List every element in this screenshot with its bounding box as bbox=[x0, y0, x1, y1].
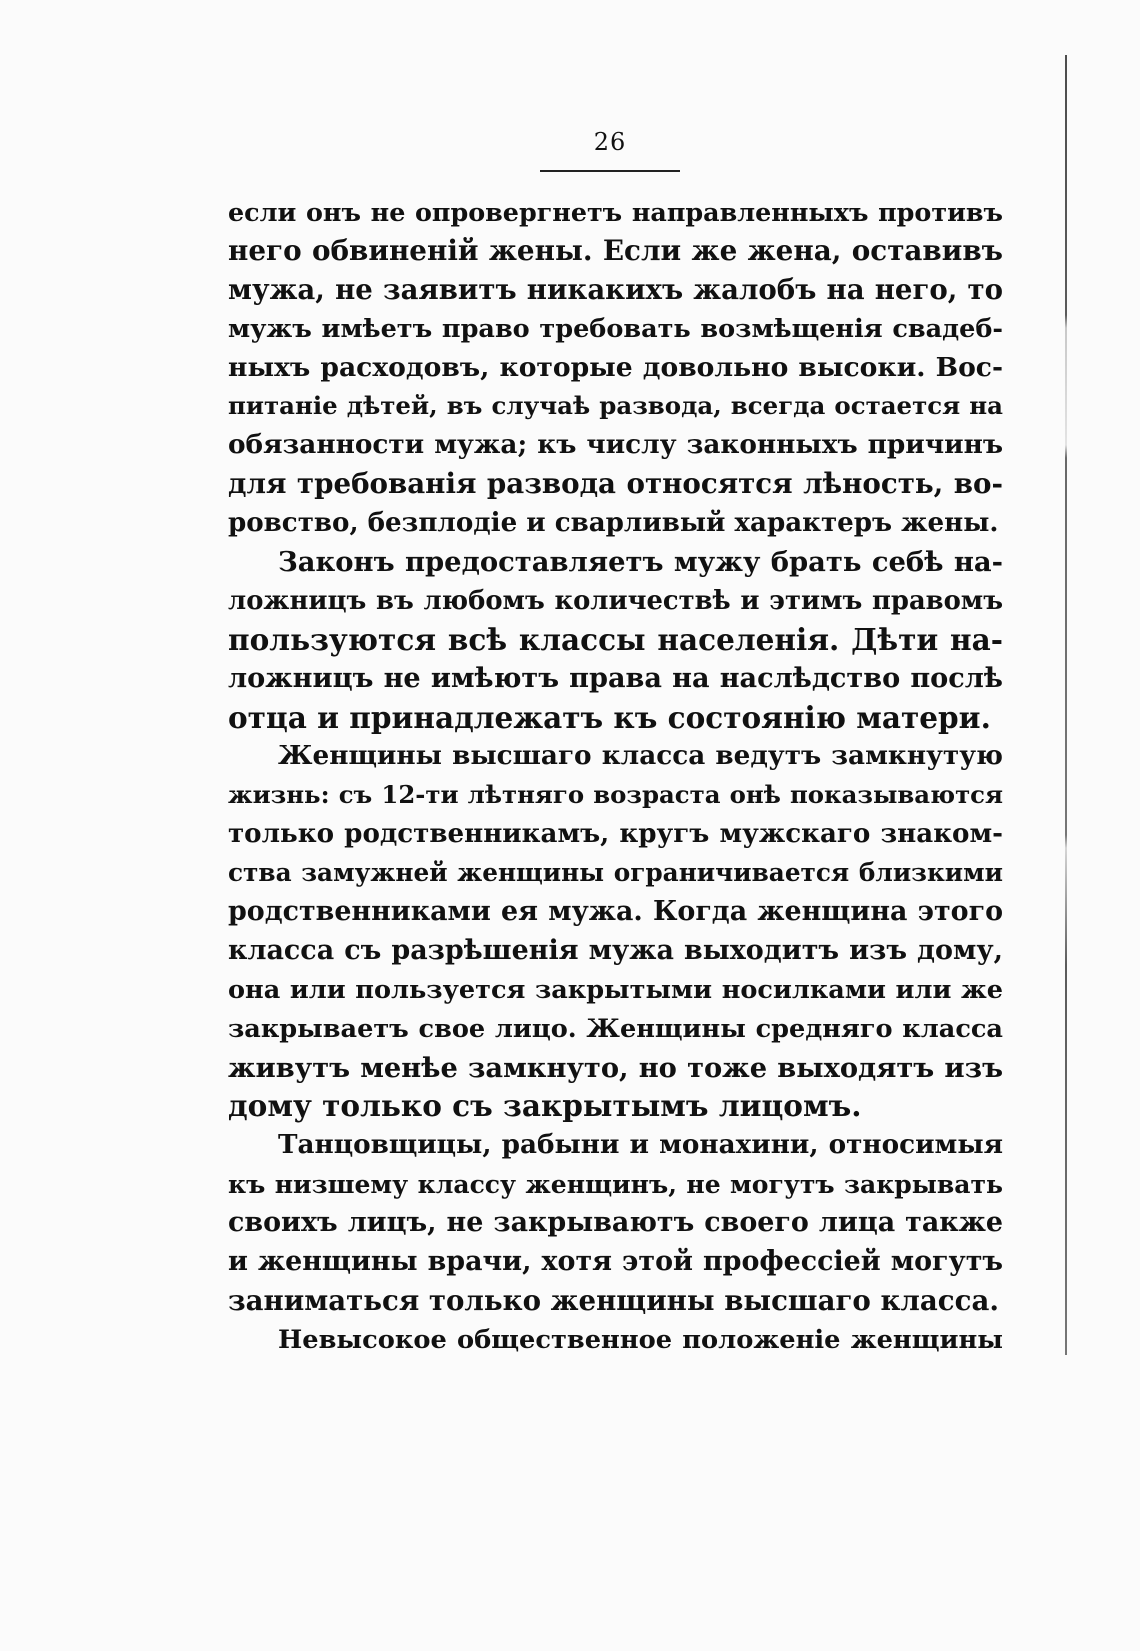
text-line: Законъ предоставляетъ мужу брать себѣ на- bbox=[278, 546, 1003, 579]
text-line: только родственникамъ, кругъ мужскаго знаком- bbox=[228, 818, 1003, 850]
header-rule bbox=[540, 170, 680, 172]
text-line: своихъ лицъ, не закрываютъ своего лица также bbox=[228, 1207, 1003, 1239]
body-text bbox=[228, 193, 1003, 1360]
text-line: ложницъ не имѣютъ права на наслѣдство послѣ bbox=[228, 662, 1003, 694]
text-line: ныхъ расходовъ, которые довольно высоки. Вос- bbox=[228, 351, 1003, 383]
text-line: ства замужней женщины ограничивается близкими bbox=[228, 858, 1003, 888]
text-line: заниматься только женщины высшаго класса. bbox=[228, 1283, 999, 1317]
text-line: отца и принадлежатъ къ состоянію матери. bbox=[228, 699, 991, 735]
text-line: мужъ имѣетъ право требовать возмѣщенія свадеб- bbox=[228, 313, 1003, 344]
text-line: если онъ не опровергнетъ направленныхъ противъ bbox=[228, 197, 1003, 227]
text-line: питаніе дѣтей, въ случаѣ развода, всегда остается на bbox=[228, 391, 1003, 421]
text-line: жизнь: съ 12-ти лѣтняго возраста онѣ показываются bbox=[228, 780, 1003, 810]
text-line: Невысокое общественное положеніе женщины bbox=[278, 1324, 1003, 1355]
text-line: ложницъ въ любомъ количествѣ и этимъ правомъ bbox=[228, 585, 1003, 616]
text-line: дому только съ закрытымъ лицомъ. bbox=[228, 1088, 862, 1124]
text-line: она или пользуется закрытыми носилками или же bbox=[228, 974, 1003, 1005]
text-line: родственниками ея мужа. Когда женщина этого bbox=[228, 896, 1003, 928]
text-line: обязанности мужа; къ числу законныхъ причинъ bbox=[228, 429, 1003, 461]
text-line: Танцовщицы, рабыни и монахини, относимыя bbox=[278, 1129, 1003, 1161]
text-line: пользуются всѣ классы населенія. Дѣти на- bbox=[228, 621, 1003, 657]
text-line: мужа, не заявитъ никакихъ жалобъ на него, то bbox=[228, 272, 1003, 306]
text-line: Женщины высшаго класса ведутъ замкнутую bbox=[278, 740, 1003, 772]
text-line: для требованія развода относятся лѣность, во- bbox=[228, 467, 1003, 501]
text-line: къ низшему классу женщинъ, не могутъ закрывать bbox=[228, 1169, 1003, 1200]
page-number: 26 bbox=[593, 128, 627, 156]
text-line: него обвиненій жены. Если же жена, оставивъ bbox=[228, 233, 1003, 267]
page-edge-shadow bbox=[1065, 55, 1067, 1355]
text-line: класса съ разрѣшенія мужа выходитъ изъ дому, bbox=[228, 934, 1003, 966]
text-line: и женщины врачи, хотя этой профессіей могутъ bbox=[228, 1246, 1003, 1278]
text-line: живутъ менѣе замкнуто, но тоже выходятъ изъ bbox=[228, 1051, 1003, 1084]
text-line: закрываетъ свое лицо. Женщины средняго класса bbox=[228, 1013, 1003, 1044]
text-line: ровство, безплодіе и сварливый характеръ жены. bbox=[228, 507, 999, 539]
